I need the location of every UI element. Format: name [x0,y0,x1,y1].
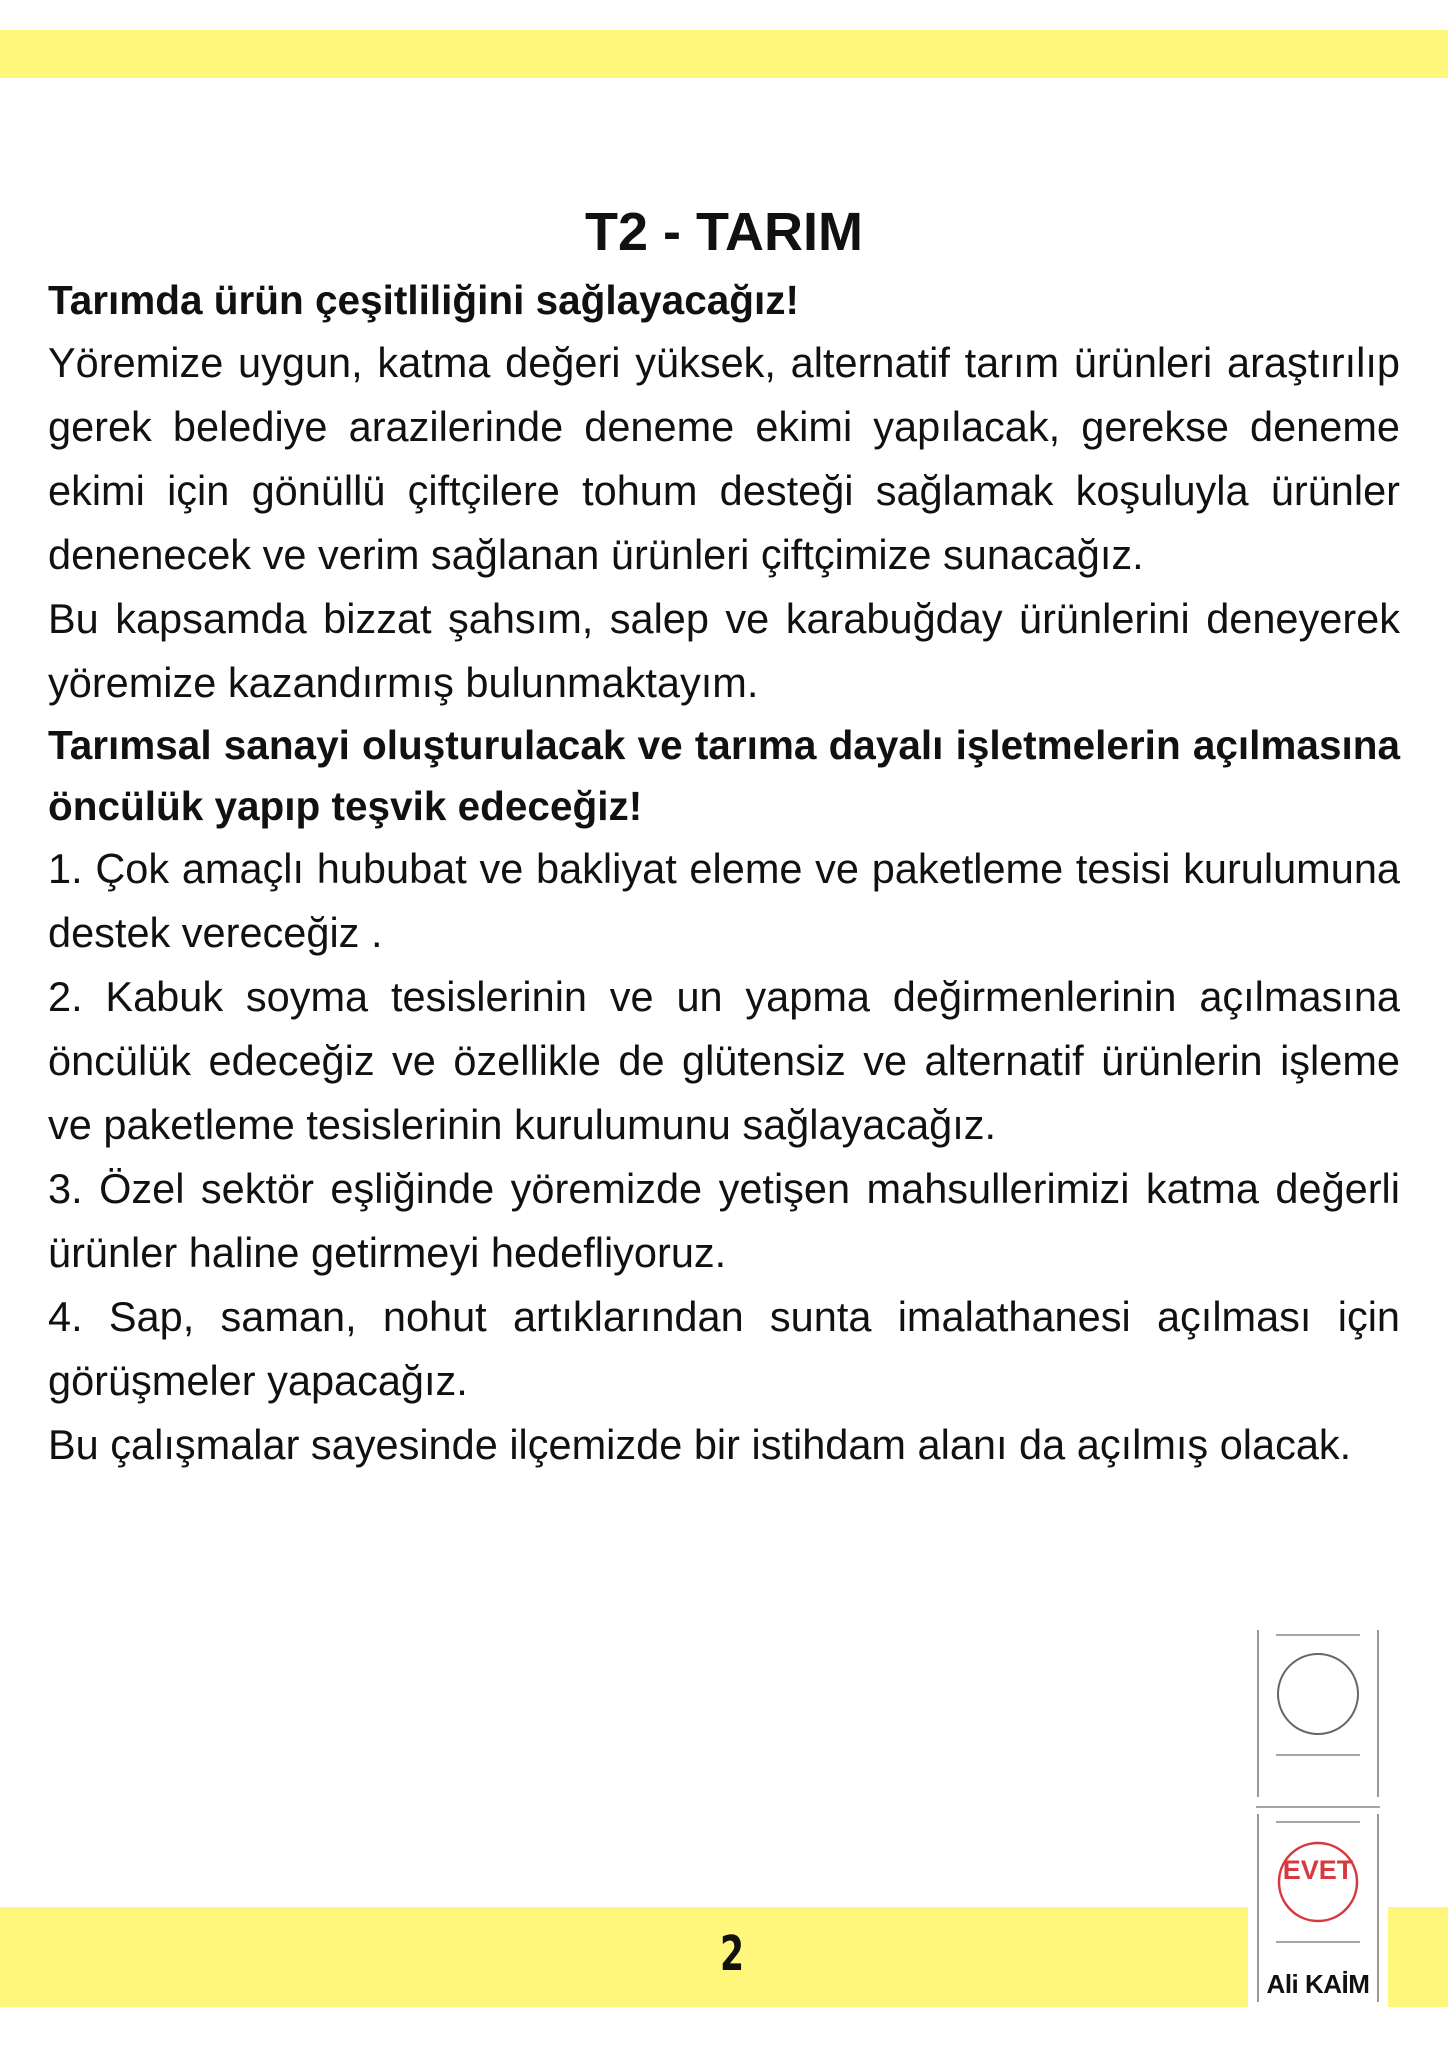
evet-stamp-label: EVET [1282,1855,1354,1885]
ballot-frame-icon [1248,1622,1388,2012]
paragraph-2: Yöremize uygun, katma değeri yüksek, alternatif tarım ürünleri araştırılıp gerek belediye arazilerinde deneme ekimi yapılacak, gerekse deneme ekimi için gönüllü çiftçilere tohum desteği sağlamak koşuluyla ürünler denenecek ve verim sağlanan ürünleri çiftçimize sunacağız. [48,339,1400,578]
top-yellow-band [0,30,1448,78]
paragraph-closing: Bu çalışmalar sayesinde ilçemizde bir istihdam alanı da açılmış olacak. [48,1421,1352,1468]
paragraph-3: Bu kapsamda bizzat şahsım, salep ve karabuğday ürünlerini deneyerek yöremize kazandırmış bulunmaktayım. [48,595,1400,706]
paragraph-1: Tarımda ürün çeşitliliğini sağlayacağız! [48,277,799,323]
list-item-4: 4. Sap, saman, nohut artıklarından sunta imalathanesi açılması için görüşmeler yapacağız. [48,1293,1400,1404]
list-item-3: 3. Özel sektör eşliğinde yöremizde yetişen mahsullerimizi katma değerli ürünler haline getirmeyi hedefliyoruz. [48,1165,1400,1276]
page-title: T2 - TARIM [585,202,863,262]
page-number: 2 [719,1926,745,1982]
ballot-graphic [1248,1622,1388,2012]
list-item-1: 1. Çok amaçlı hububat ve bakliyat eleme ve paketleme tesisi kurulumuna destek vereceğiz . [48,845,1400,956]
list-item-2: 2. Kabuk soyma tesislerinin ve un yapma değirmenlerinin açılmasına öncülük edeceğiz ve özellikle de glütensiz ve alternatif ürünlerin işleme ve paketleme tesislerinin kurulumunu sağlayacağız. [48,973,1400,1148]
document-body [48,270,1400,1477]
candidate-name: Ali KAİM [1266,1969,1370,1999]
paragraph-4: Tarımsal sanayi oluşturulacak ve tarıma dayalı işletmelerin açılmasına öncülük yapıp teşvik edeceğiz! [48,722,1400,829]
